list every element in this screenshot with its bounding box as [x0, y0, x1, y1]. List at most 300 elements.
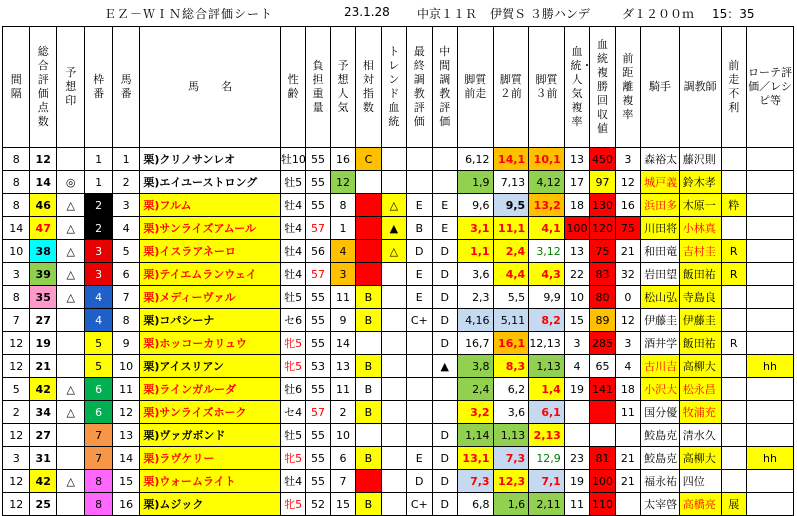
cell-kankaku: 12	[3, 424, 30, 447]
cell-sexage: 牝5	[280, 493, 305, 516]
cell-furi: 粋	[721, 194, 746, 217]
cell-rote	[746, 286, 793, 309]
cell-furi	[721, 217, 746, 240]
cell-waku: 2	[85, 194, 112, 217]
horse-row	[3, 240, 794, 263]
horse-row	[3, 148, 794, 171]
cell-trend	[381, 401, 406, 424]
table-body	[3, 148, 794, 516]
header-rote: ローテ評価／レシピ等	[746, 27, 793, 148]
cell-trainer: 木原一	[679, 194, 721, 217]
cell-trainer: 高柳大	[679, 447, 721, 470]
cell-waku: 7	[85, 447, 112, 470]
header-mark: 予想印	[56, 27, 85, 148]
cell-mid: D	[432, 309, 457, 332]
cell-trend	[381, 286, 406, 309]
cell-furi: R	[721, 240, 746, 263]
cell-trainer: 寺島良	[679, 286, 721, 309]
cell-kankaku: 7	[3, 309, 30, 332]
cell-mid	[432, 171, 457, 194]
cell-mark: △	[56, 240, 85, 263]
cell-k3: 10,1	[529, 148, 565, 171]
cell-ninki: 10	[330, 424, 355, 447]
cell-uma: 3	[112, 194, 139, 217]
cell-k1: 6,12	[457, 148, 493, 171]
cell-k2: 8,3	[493, 355, 529, 378]
cell-rote	[746, 470, 793, 493]
cell-score: 46	[30, 194, 56, 217]
cell-name: 栗)フルム	[140, 194, 280, 217]
cell-k2: 11,1	[493, 217, 529, 240]
cell-waku: 1	[85, 148, 112, 171]
cell-furi	[721, 378, 746, 401]
horse-row	[3, 332, 794, 355]
cell-weight: 55	[306, 447, 330, 470]
cell-kaishu: 80	[590, 286, 615, 309]
cell-k3: 4,3	[529, 263, 565, 286]
cell-kyori: 3	[615, 332, 640, 355]
cell-furi	[721, 447, 746, 470]
cell-sexage: 牡4	[280, 263, 305, 286]
cell-kaishu: 110	[590, 493, 615, 516]
cell-weight: 57	[306, 401, 330, 424]
cell-waku: 4	[85, 286, 112, 309]
cell-idx: B	[356, 286, 381, 309]
cell-furi	[721, 309, 746, 332]
cell-final: E	[407, 286, 432, 309]
cell-mark: △	[56, 217, 85, 240]
cell-sexage: 牝5	[280, 355, 305, 378]
cell-mid: E	[432, 194, 457, 217]
cell-score: 12	[30, 148, 56, 171]
cell-trend	[381, 171, 406, 194]
cell-mark: △	[56, 401, 85, 424]
cell-kaishu	[590, 424, 615, 447]
cell-mid	[432, 378, 457, 401]
cell-rote	[746, 171, 793, 194]
cell-jockey: 鮫島克	[641, 447, 680, 470]
cell-trend	[381, 332, 406, 355]
cell-k2: 7,3	[493, 447, 529, 470]
cell-mid: E	[432, 217, 457, 240]
cell-furi	[721, 286, 746, 309]
cell-k3: 1,13	[529, 355, 565, 378]
cell-blood: 17	[564, 171, 589, 194]
cell-ninki: 14	[330, 332, 355, 355]
cell-trainer: 牧浦充	[679, 401, 721, 424]
cell-uma: 11	[112, 378, 139, 401]
cell-trainer: 鈴木孝	[679, 171, 721, 194]
cell-jockey: 国分優	[641, 401, 680, 424]
header-score: 総合評価点数	[30, 27, 56, 148]
cell-k2: 1,6	[493, 493, 529, 516]
cell-waku: 3	[85, 263, 112, 286]
cell-ninki: 15	[330, 493, 355, 516]
cell-jockey: 森裕太	[641, 148, 680, 171]
cell-idx: B	[356, 355, 381, 378]
cell-sexage: 牡4	[280, 194, 305, 217]
header-waku: 枠番	[85, 27, 112, 148]
cell-k3: 7,1	[529, 470, 565, 493]
cell-kankaku: 12	[3, 355, 30, 378]
cell-kaishu: 65	[590, 355, 615, 378]
cell-kaishu: 75	[590, 240, 615, 263]
cell-score: 35	[30, 286, 56, 309]
cell-uma: 14	[112, 447, 139, 470]
header-blood: 血統・人気複率	[564, 27, 589, 148]
cell-blood: 15	[564, 309, 589, 332]
cell-score: 34	[30, 401, 56, 424]
cell-furi	[721, 171, 746, 194]
cell-idx: C	[356, 148, 381, 171]
cell-mark	[56, 332, 85, 355]
cell-k1: 1,9	[457, 171, 493, 194]
cell-mark	[56, 309, 85, 332]
cell-furi	[721, 424, 746, 447]
cell-uma: 6	[112, 263, 139, 286]
cell-kyori: 16	[615, 194, 640, 217]
cell-name: 栗)テイエムランウェイ	[140, 263, 280, 286]
header-final: 最終調教評価	[407, 27, 432, 148]
cell-k1: 6,8	[457, 493, 493, 516]
cell-k2: 1,13	[493, 424, 529, 447]
cell-score: 27	[30, 309, 56, 332]
cell-name: 栗)ムジック	[140, 493, 280, 516]
cell-kankaku: 3	[3, 263, 30, 286]
cell-ninki: 11	[330, 286, 355, 309]
cell-k3: 13,2	[529, 194, 565, 217]
horse-row	[3, 424, 794, 447]
cell-name: 栗)ラインガルーダ	[140, 378, 280, 401]
cell-idx: B	[356, 378, 381, 401]
cell-uma: 10	[112, 355, 139, 378]
cell-weight: 52	[306, 493, 330, 516]
cell-name: 栗)ヴァガボンド	[140, 424, 280, 447]
cell-kaishu: 450	[590, 148, 615, 171]
header-sexage: 性齢	[280, 27, 305, 148]
cell-blood: 13	[564, 148, 589, 171]
cell-score: 21	[30, 355, 56, 378]
cell-k1: 4,16	[457, 309, 493, 332]
cell-furi: R	[721, 263, 746, 286]
cell-mark	[56, 447, 85, 470]
cell-furi	[721, 148, 746, 171]
cell-name: 栗)アイスリアン	[140, 355, 280, 378]
cell-k1: 3,2	[457, 401, 493, 424]
cell-blood: 10	[564, 286, 589, 309]
cell-kyori: 21	[615, 470, 640, 493]
cell-trend	[381, 263, 406, 286]
cell-score: 14	[30, 171, 56, 194]
cell-final	[407, 148, 432, 171]
cell-uma: 13	[112, 424, 139, 447]
cell-blood	[564, 424, 589, 447]
cell-kankaku: 5	[3, 378, 30, 401]
cell-rote	[746, 378, 793, 401]
cell-mark	[56, 148, 85, 171]
table-header	[3, 27, 794, 148]
cell-sexage: 牡4	[280, 470, 305, 493]
cell-kaishu: 89	[590, 309, 615, 332]
cell-k2: 9,5	[493, 194, 529, 217]
cell-mark: △	[56, 286, 85, 309]
cell-mark	[56, 355, 85, 378]
header-kyori: 前距離複率	[615, 27, 640, 148]
cell-mark: △	[56, 378, 85, 401]
cell-k2: 16,1	[493, 332, 529, 355]
cell-mark: △	[56, 470, 85, 493]
horse-row	[3, 493, 794, 516]
cell-trainer: 飯田祐	[679, 263, 721, 286]
cell-furi	[721, 355, 746, 378]
cell-sexage: セ6	[280, 309, 305, 332]
cell-mark	[56, 424, 85, 447]
cell-idx: B	[356, 493, 381, 516]
cell-uma: 2	[112, 171, 139, 194]
cell-waku: 2	[85, 217, 112, 240]
cell-trend: ▲	[381, 217, 406, 240]
cell-ninki: 13	[330, 355, 355, 378]
cell-kyori: 0	[615, 286, 640, 309]
cell-jockey: 伊藤圭	[641, 309, 680, 332]
cell-sexage: セ4	[280, 401, 305, 424]
cell-trainer: 高柳大	[679, 355, 721, 378]
cell-sexage: 牡5	[280, 286, 305, 309]
cell-ninki: 7	[330, 470, 355, 493]
cell-kyori: 12	[615, 171, 640, 194]
cell-mid: D	[432, 240, 457, 263]
cell-ninki: 9	[330, 309, 355, 332]
cell-score: 42	[30, 378, 56, 401]
cell-k3: 6,1	[529, 401, 565, 424]
cell-name: 栗)クリノサンレオ	[140, 148, 280, 171]
cell-k3: 12,13	[529, 332, 565, 355]
cell-jockey: 福永祐	[641, 470, 680, 493]
cell-weight: 55	[306, 332, 330, 355]
cell-k2: 3,6	[493, 401, 529, 424]
header-trainer: 調教師	[679, 27, 721, 148]
cell-final	[407, 378, 432, 401]
header-furi: 前走不利	[721, 27, 746, 148]
cell-final: E	[407, 194, 432, 217]
cell-rote	[746, 217, 793, 240]
cell-kaishu: 97	[590, 171, 615, 194]
cell-ninki: 1	[330, 217, 355, 240]
cell-jockey: 酒井学	[641, 332, 680, 355]
cell-waku: 1	[85, 171, 112, 194]
horse-row	[3, 470, 794, 493]
cell-idx: A	[356, 470, 381, 493]
cell-ninki: 8	[330, 194, 355, 217]
race-name: 伊賀Ｓ ３勝ハンデ	[490, 7, 590, 21]
cell-score: 39	[30, 263, 56, 286]
cell-kyori: 21	[615, 447, 640, 470]
cell-score: 31	[30, 447, 56, 470]
cell-mid	[432, 148, 457, 171]
cell-sexage: 牡4	[280, 240, 305, 263]
cell-final: E	[407, 263, 432, 286]
horse-row	[3, 447, 794, 470]
cell-weight: 55	[306, 470, 330, 493]
cell-trend	[381, 424, 406, 447]
cell-kankaku: 3	[3, 447, 30, 470]
cell-kaishu	[590, 401, 615, 424]
cell-rote: hh	[746, 355, 793, 378]
cell-rote	[746, 263, 793, 286]
cell-name: 栗)エイユーストロング	[140, 171, 280, 194]
cell-weight: 55	[306, 286, 330, 309]
cell-sexage: 牡4	[280, 217, 305, 240]
cell-jockey: 和田竜	[641, 240, 680, 263]
cell-name: 栗)ラヴケリー	[140, 447, 280, 470]
cell-trend: △	[381, 194, 406, 217]
cell-sexage: 牡5	[280, 424, 305, 447]
cell-mid: D	[432, 424, 457, 447]
cell-kaishu: 285	[590, 332, 615, 355]
cell-k1: 2,3	[457, 286, 493, 309]
cell-blood: 19	[564, 470, 589, 493]
cell-kankaku: 2	[3, 401, 30, 424]
cell-name: 栗)サンライズアムール	[140, 217, 280, 240]
cell-jockey: 川田将	[641, 217, 680, 240]
cell-k1: 1,14	[457, 424, 493, 447]
evaluation-table	[2, 26, 794, 516]
cell-jockey: 松山弘	[641, 286, 680, 309]
cell-uma: 16	[112, 493, 139, 516]
cell-name: 栗)コパシーナ	[140, 309, 280, 332]
cell-mid: D	[432, 286, 457, 309]
header-mid: 中間調教評価	[432, 27, 457, 148]
cell-weight: 55	[306, 194, 330, 217]
cell-kankaku: 10	[3, 240, 30, 263]
cell-weight: 55	[306, 148, 330, 171]
cell-kyori	[615, 424, 640, 447]
cell-rote	[746, 309, 793, 332]
cell-jockey: 城戸義	[641, 171, 680, 194]
cell-final	[407, 332, 432, 355]
cell-weight: 53	[306, 355, 330, 378]
sheet-title: ＥＺ－ＷＩＮ総合評価シート	[104, 7, 274, 21]
horse-row	[3, 217, 794, 240]
cell-trend	[381, 493, 406, 516]
race-venue: 中京１１Ｒ	[417, 7, 478, 21]
cell-weight: 55	[306, 309, 330, 332]
cell-score: 25	[30, 493, 56, 516]
cell-trainer: 松永昌	[679, 378, 721, 401]
cell-score: 38	[30, 240, 56, 263]
cell-kyori: 75	[615, 217, 640, 240]
cell-k2: 5,11	[493, 309, 529, 332]
cell-kankaku: 8	[3, 171, 30, 194]
header-name: 馬 名	[140, 27, 280, 148]
cell-jockey: 浜田多	[641, 194, 680, 217]
cell-blood: 3	[564, 332, 589, 355]
cell-final: C+	[407, 493, 432, 516]
cell-trend	[381, 148, 406, 171]
cell-final	[407, 401, 432, 424]
cell-k2: 4,4	[493, 263, 529, 286]
cell-kyori: 12	[615, 309, 640, 332]
cell-k1: 3,1	[457, 217, 493, 240]
cell-kaishu: 100	[590, 470, 615, 493]
cell-ninki: 3	[330, 263, 355, 286]
cell-k2: 12,3	[493, 470, 529, 493]
cell-mid: D	[432, 263, 457, 286]
horse-row	[3, 355, 794, 378]
cell-trainer: 高橋亮	[679, 493, 721, 516]
cell-kyori: 11	[615, 401, 640, 424]
cell-mid: D	[432, 332, 457, 355]
cell-kankaku: 8	[3, 286, 30, 309]
race-date: 23.1.28	[344, 5, 390, 19]
cell-waku: 8	[85, 470, 112, 493]
cell-final: C+	[407, 309, 432, 332]
cell-k3: 9,9	[529, 286, 565, 309]
cell-name: 栗)イスラアネーロ	[140, 240, 280, 263]
cell-weight: 55	[306, 378, 330, 401]
cell-blood: 23	[564, 447, 589, 470]
cell-sexage: 牡5	[280, 171, 305, 194]
cell-rote	[746, 148, 793, 171]
cell-k3: 8,2	[529, 309, 565, 332]
cell-idx: A	[356, 263, 381, 286]
cell-k2: 5,5	[493, 286, 529, 309]
cell-waku: 4	[85, 309, 112, 332]
cell-trainer: 清水久	[679, 424, 721, 447]
cell-kyori	[615, 493, 640, 516]
header-k1: 脚質前走	[457, 27, 493, 148]
cell-idx: A	[356, 217, 381, 240]
horse-row	[3, 378, 794, 401]
cell-k2: 14,1	[493, 148, 529, 171]
cell-mark: ◎	[56, 171, 85, 194]
cell-kaishu: 130	[590, 194, 615, 217]
cell-rote	[746, 194, 793, 217]
cell-trainer: 吉村圭	[679, 240, 721, 263]
race-time: 15：35	[712, 7, 755, 21]
header-trend: トレンド血統	[381, 27, 406, 148]
horse-row	[3, 309, 794, 332]
cell-trend: △	[381, 240, 406, 263]
cell-rote	[746, 424, 793, 447]
cell-blood: 11	[564, 493, 589, 516]
cell-weight: 55	[306, 171, 330, 194]
cell-mark: △	[56, 194, 85, 217]
cell-furi	[721, 401, 746, 424]
cell-k1: 2,4	[457, 378, 493, 401]
cell-mark	[56, 493, 85, 516]
cell-k1: 7,3	[457, 470, 493, 493]
cell-k3: 4,1	[529, 217, 565, 240]
cell-uma: 1	[112, 148, 139, 171]
cell-ninki: 2	[330, 401, 355, 424]
cell-ninki: 6	[330, 447, 355, 470]
race-distance: ダ１２００ｍ	[622, 7, 695, 21]
header-k3: 脚質３前	[529, 27, 565, 148]
cell-name: 栗)ウォームライト	[140, 470, 280, 493]
cell-weight: 55	[306, 424, 330, 447]
cell-ninki: 4	[330, 240, 355, 263]
cell-trainer: 藤沢則	[679, 148, 721, 171]
cell-mid: D	[432, 447, 457, 470]
cell-trend	[381, 378, 406, 401]
cell-blood: 22	[564, 263, 589, 286]
cell-mid: D	[432, 470, 457, 493]
cell-k2: 7,13	[493, 171, 529, 194]
cell-trend	[381, 447, 406, 470]
cell-blood: 13	[564, 240, 589, 263]
cell-weight: 57	[306, 263, 330, 286]
